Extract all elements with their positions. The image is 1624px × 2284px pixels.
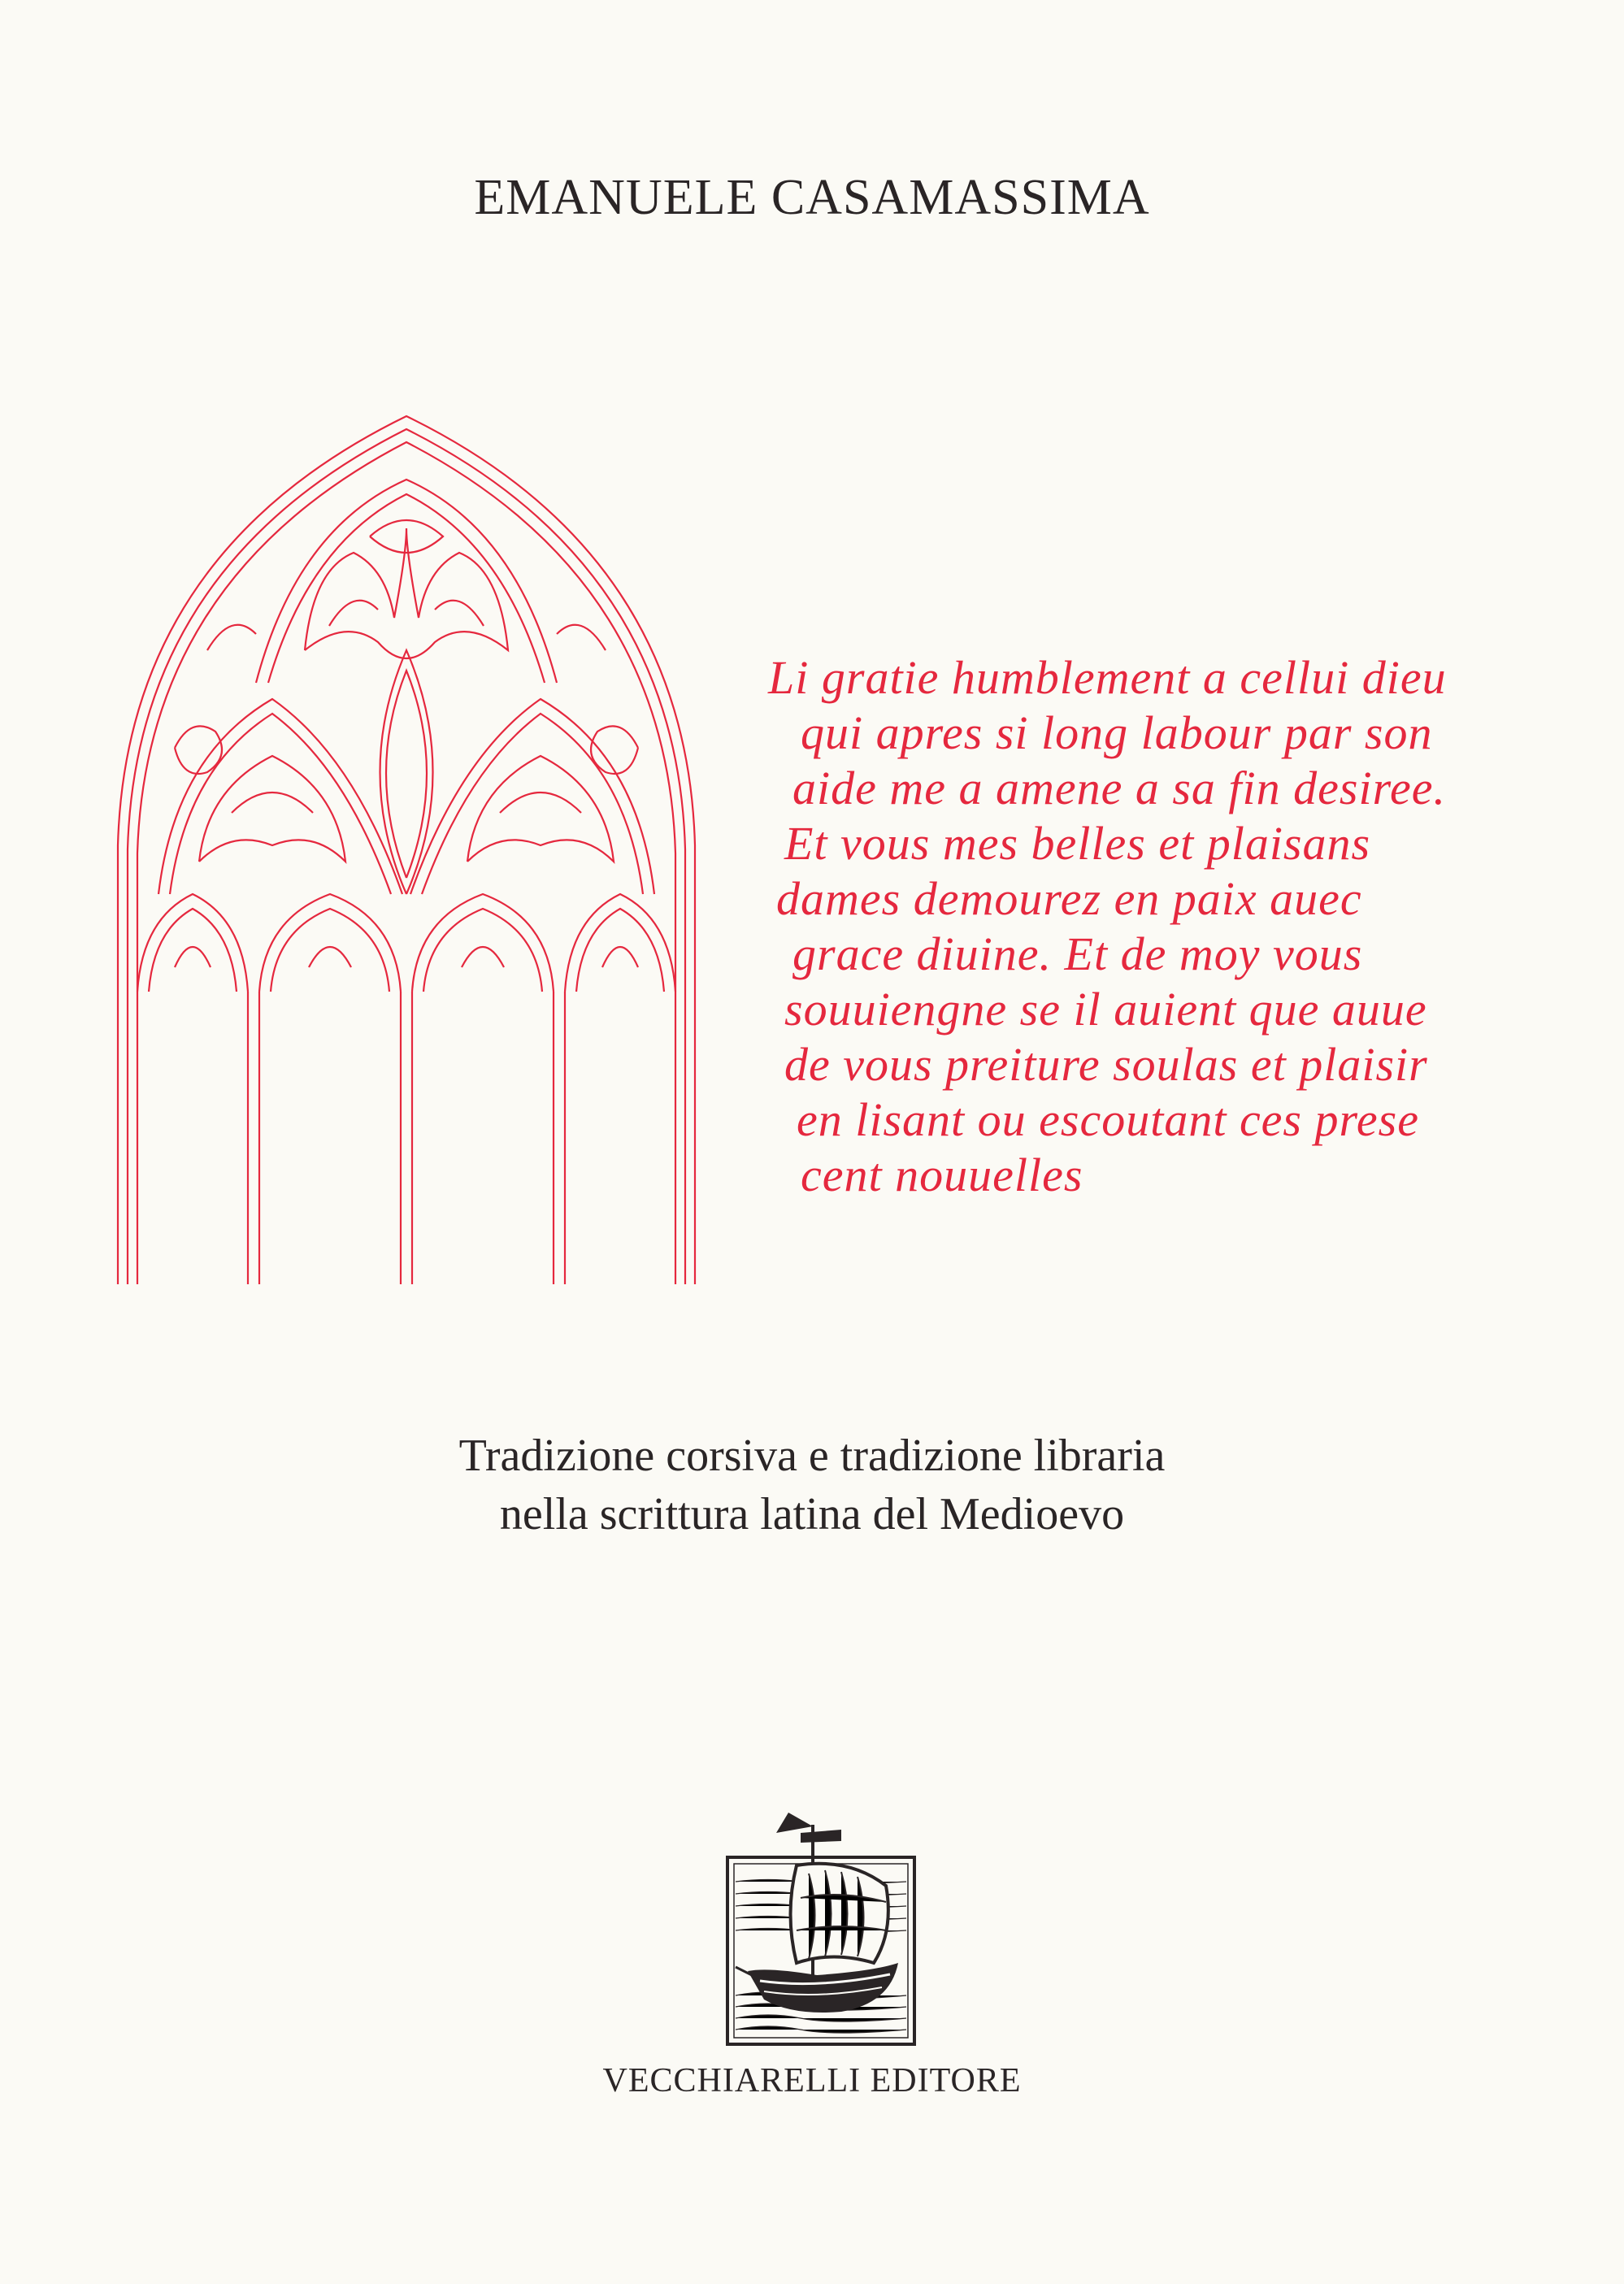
manuscript-line: de vous preiture soulas et plaisir xyxy=(784,1038,1428,1091)
publisher-name: VECCHIARELLI EDITORE xyxy=(602,2062,1022,2099)
manuscript-excerpt xyxy=(736,650,1573,1300)
gothic-window-drawing xyxy=(110,406,703,1288)
ship-printer-mark xyxy=(719,1809,923,2052)
manuscript-line: dames demourez en paix auec xyxy=(776,872,1362,925)
manuscript-line: en lisant ou escoutant ces prese xyxy=(797,1093,1419,1146)
manuscript-line: Et vous mes belles et plaisans xyxy=(784,817,1371,870)
manuscript-line: qui apres si long labour par son xyxy=(801,706,1433,759)
manuscript-line: cent nouuelles xyxy=(801,1149,1083,1201)
manuscript-line: Li gratie humblement a cellui dieu xyxy=(768,651,1447,704)
title-line: Tradizione corsiva e tradizione libraria xyxy=(458,1431,1166,1481)
manuscript-line: grace diuine. Et de moy vous xyxy=(792,927,1363,980)
manuscript-line: souuiengne se il auient que auue xyxy=(784,983,1427,1036)
title-line: nella scrittura latina del Medioevo xyxy=(499,1489,1125,1539)
author-name: EMANUELE CASAMASSIMA xyxy=(474,170,1150,225)
book-title xyxy=(0,1426,1624,1544)
manuscript-line: aide me a amene a sa fin desiree. xyxy=(792,762,1446,814)
